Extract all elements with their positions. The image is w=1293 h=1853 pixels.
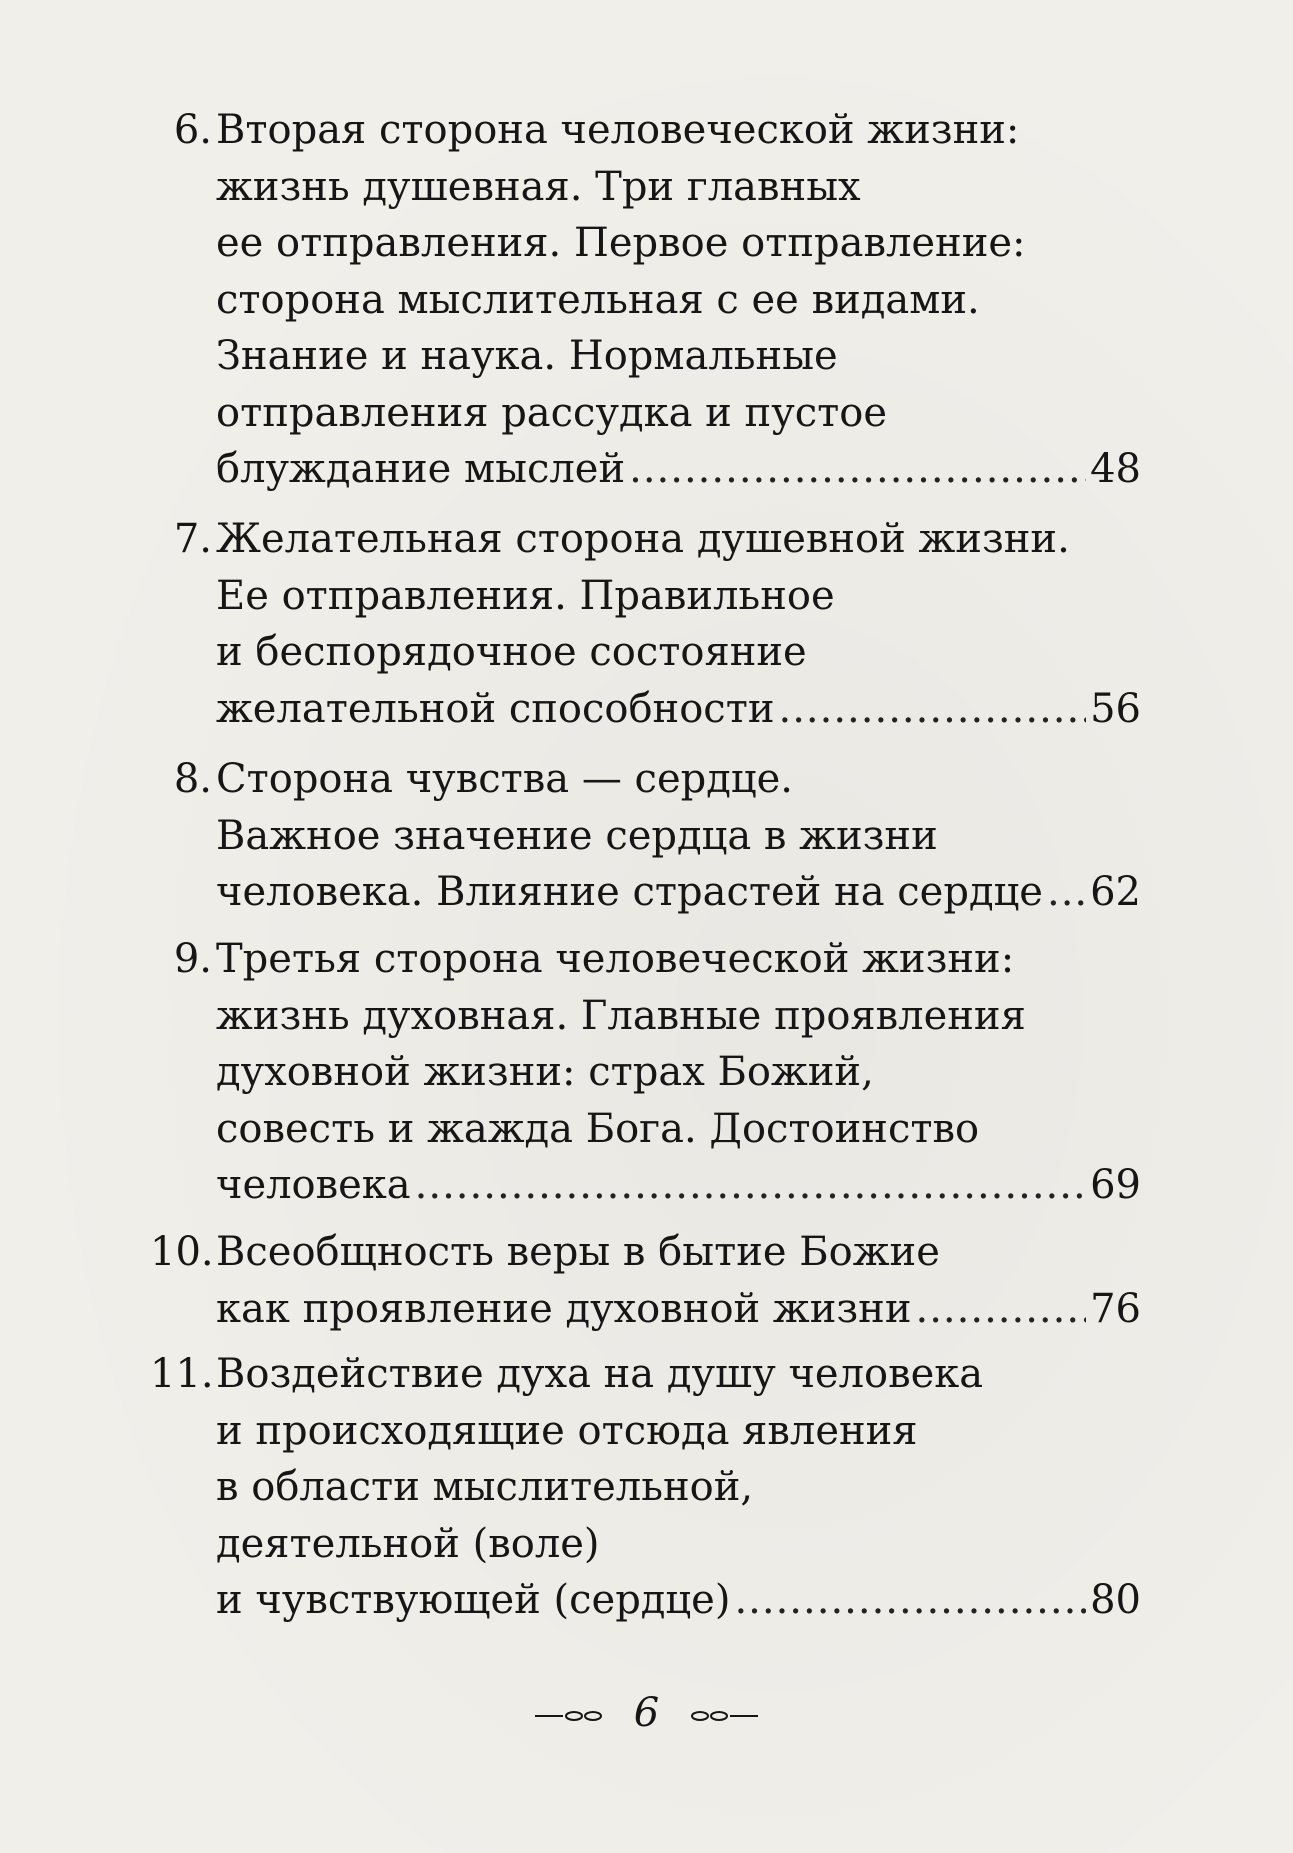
entry-number: 8. — [173, 756, 212, 802]
entry-title — [216, 511, 1141, 737]
entry-line: Вторая сторона человеческой жизни: — [216, 107, 1020, 153]
entry-line: в области мыслительной, — [216, 1464, 754, 1510]
entry-line: Третья сторона человеческой жизни: — [216, 936, 1015, 982]
entry-line: Ее отправления. Правильное — [216, 572, 835, 619]
entry-number: 6. — [173, 107, 212, 153]
entry-line: сторона мыслительная с ее видами. — [216, 276, 980, 323]
entry-line: совесть и жажда Бога. Достоинство — [216, 1105, 980, 1152]
entry-line: Воздействие духа на душу человека — [216, 1351, 984, 1397]
entry-leader-line — [216, 1572, 1141, 1629]
left-ornament-icon — [533, 1709, 607, 1723]
entry-title — [216, 1224, 1141, 1337]
dot-leader — [629, 441, 1086, 498]
entry-line: Желательная сторона душевной жизни. — [216, 516, 1070, 562]
entry-line: Знание и наука. Нормальные — [216, 333, 838, 379]
entry-line: Важное значение сердца в жизни — [216, 812, 938, 859]
entry-title — [216, 931, 1141, 1214]
entry-number: 10. — [150, 1229, 214, 1275]
page-number: 48 — [1090, 446, 1141, 492]
entry-last-line: как проявление духовной жизни — [216, 1285, 912, 1332]
dot-leader — [415, 1157, 1086, 1214]
entry-number: 11. — [150, 1351, 214, 1397]
entry-line: отправления рассудка и пустое — [216, 389, 888, 436]
entry-title — [216, 102, 1141, 498]
page-number: 62 — [1090, 869, 1141, 915]
page-number: 76 — [1090, 1285, 1141, 1332]
entry-line: деятельной (воле) — [216, 1520, 600, 1567]
entry-leader-line — [216, 864, 1141, 921]
entry-line: Всеобщность веры в бытие Божие — [216, 1229, 940, 1275]
entry-line: духовной жизни: страх Божий, — [216, 1049, 874, 1095]
entry-leader-line — [216, 1281, 1141, 1338]
entry-leader-line — [216, 1157, 1141, 1214]
entry-line: и происходящие отсюда явления — [216, 1407, 918, 1454]
entry-leader-line — [216, 681, 1141, 738]
entry-last-line: человека. Влияние страстей на сердце — [216, 869, 1043, 915]
entry-line: ее отправления. Первое отправление: — [216, 220, 1026, 266]
dot-leader — [778, 681, 1086, 738]
entry-number: 9. — [173, 936, 212, 982]
entry-line: жизнь душевная. Три главных — [216, 163, 861, 210]
entry-title — [216, 751, 1141, 921]
page-number: 56 — [1090, 685, 1141, 732]
right-ornament-icon — [686, 1709, 760, 1723]
entry-line: и беспорядочное состояние — [216, 629, 807, 675]
dot-leader — [1047, 864, 1086, 921]
page-folio — [0, 1688, 1293, 1738]
entry-last-line: блуждание мыслей — [216, 446, 626, 492]
entry-leader-line — [216, 441, 1141, 498]
entry-line: Сторона чувства — сердце. — [216, 756, 793, 802]
entry-title — [216, 1346, 1141, 1629]
entry-last-line: человека — [216, 1162, 411, 1208]
page-number: 80 — [1090, 1577, 1141, 1623]
dot-leader — [916, 1281, 1087, 1338]
entry-number: 7. — [173, 516, 212, 562]
dot-leader — [734, 1572, 1086, 1629]
page-number: 69 — [1090, 1162, 1141, 1208]
entry-line: жизнь духовная. Главные проявления — [216, 992, 1026, 1039]
entry-last-line: и чувствующей (сердце) — [216, 1577, 731, 1623]
page-number-folio: 6 — [633, 1690, 660, 1736]
entry-last-line: желательной способности — [216, 685, 775, 732]
